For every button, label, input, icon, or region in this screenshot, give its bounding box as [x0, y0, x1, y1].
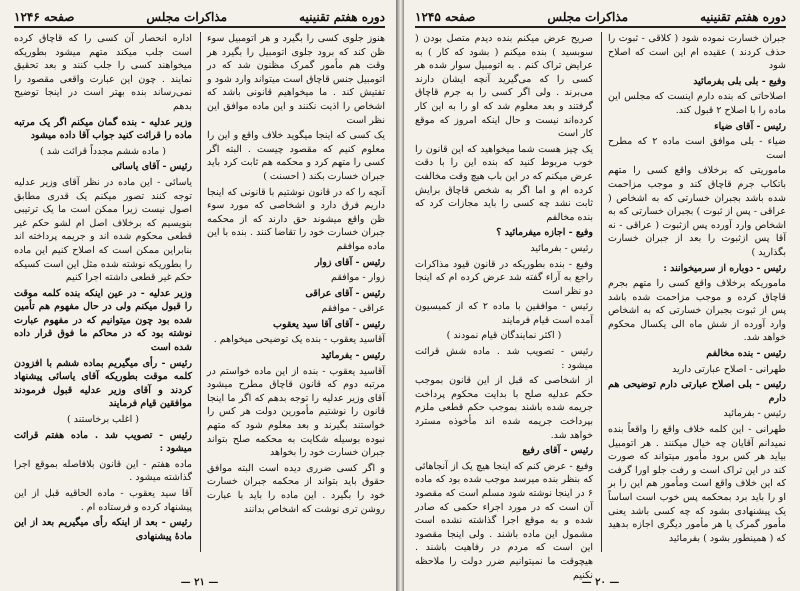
speaker-line: رئیس - آقای یاسائی — [111, 161, 192, 173]
body-paragraph: رئیس - بفرمائید — [530, 242, 593, 254]
columns — [415, 32, 786, 581]
speaker-line: رئیس - آقای رفیع — [522, 445, 593, 457]
column-left — [14, 32, 192, 552]
body-paragraph: طهرانی - اصلاح عبارتی دارید — [672, 363, 786, 375]
body-paragraph: یاسائی - این ماده در نظر آقای وزیر عدلیه توجه کنند تصور میکنم یک قدری مطابق اصول نیست زیرا ممکن است ما یک ترتیبی بنویسیم که برخلاف اصل ام لشو حکم غیر قطعی محکوم شده اند و جریمه پرداخته اند بنابراین ممکن است که اصلاح کنیم این ماده را بطوریکه نوشته شده مثل این است کسیکه حکم غیر قطعی داشته اجرا کنیم — [14, 176, 192, 284]
speaker-line: رئیس - آقای آقا سید یعقوب — [273, 318, 385, 330]
page-number: — ۲۱ — — [180, 577, 219, 588]
speaker-line: رئیس - آقای عراقی — [305, 287, 385, 299]
body-paragraph: عراقی - موافقم — [321, 303, 385, 315]
body-paragraph: از اشخاصی که قبل از این قانون بموجب حکم عدلیه صلح با بدایت محکوم پرداخت جریمه شده باشند بموجب حکم قطعی ملزم بپرداخت جریمه شده اند مأخوذه مسترد خواهد شد. — [415, 375, 593, 441]
speaker-line: رئیس - بلی اصلاح عبارتی دارم توضیحی هم دارم — [608, 379, 786, 404]
procedural-note: ( اغلب برخاستند ) — [67, 414, 139, 426]
speaker-line: وفیع - بلی بلی بفرمائید — [693, 75, 786, 87]
body-paragraph: آقاسید یعقوب - بنده از این ماده خواستم در مرتبه دوم که قانون قاچاق مطرح میشود آقای وزیر عدلیه را توجه بدهم که اگر ما اینجا قانون را نوشتیم مأمورین دولت هر کس را خواستند بگیرند و بعد معلوم شود که متهم نبوده بوسیله شکایت به محکمه صلح بتواند جبران خسارت خود را بخواهد — [207, 365, 385, 459]
body-paragraph: آقاسید یعقوب - بنده یک توضیحی میخواهم . — [213, 334, 385, 346]
header-title: مذاکرات مجلس — [146, 10, 228, 24]
speaker-line: رئیس - دوباره از سرمیخوانند : — [663, 262, 786, 274]
body-paragraph: یک چیز هست شما میخواهید که این قانون را خوب مربوط کنید که بنده این را با دقت عرض میکنم که در این باب هیچ وقت مخالفت کرده ام و اما اگر به شخص قاچاق برایش ثابت نشد چه کسی را باید مجازات کرد که بنده مخالفم — [415, 143, 593, 223]
session-label: دوره هفتم تقنینیه — [700, 10, 786, 24]
page-header — [14, 10, 385, 28]
body-paragraph: آقا سید یعقوب - ماده الحاقیه قبل از این پیشنهاد کرده و فرستاده ام . — [14, 488, 192, 513]
body-paragraph: زوار - موافقم — [331, 272, 385, 284]
procedural-note: ( اکثر نمایندگان قیام نمودند ) — [446, 330, 562, 342]
speaker-line: وفیع - اجازه میفرمائید ؟ — [496, 227, 593, 239]
body-paragraph: رئیس - بفرمائید — [723, 408, 786, 420]
body-paragraph: و اگر کسی ضرری دیده است البته موافق حقوق باید بتواند از محکمه جبران خسارت خود را بگیرد . این ماده را باید با عبارت روشن تری نوشت که اشخاص بدانند — [207, 462, 385, 515]
body-paragraph: صریح عرض میکنم بنده دیدم متصل بودن ( سوبسید ) بنده میکنم ( بشود که کار ) به عرایض تراک کنم . به اتومبیل سوار شده هر کسی را که می‌گیرید آنچه ایشان دارند می‌برند . ولی اگر کسی را به جرم قاچاق گرفتند و بعد معلوم شد که او را به این کار کرده‌اند نیست و حال اینکه امروز که موقع کار است — [415, 33, 593, 140]
book-gutter — [396, 0, 404, 591]
speaker-line: رئیس - بفرمائید — [321, 350, 385, 362]
page-label: صفحه ۱۲۴۵ — [415, 10, 476, 24]
body-paragraph: جبران خسارت نموده شود ( کلاقی - ثبوت را حذف کردند ) عقیده ام این است که اصلاح شود — [608, 33, 786, 72]
session-label: دوره هفتم تقنینیه — [299, 10, 385, 24]
body-paragraph: اداره انحصار آن کسی را که قاچاق کرده است جلب میکند متهم میشود بطوریکه میخواهند کسی را جلب کنند و بعد تحقیق نمایند . چون این عبارت واقعی مقصود را نمی‌رساند بنده بهتر است در اینجا توضیح بدهم — [14, 33, 192, 112]
page-number: — ۲۰ — — [581, 577, 620, 588]
body-paragraph: یک کسی که اینجا میگوید خلاف واقع و این را معلوم کنیم که مقصود چیست . البته اگر کسی را متهم کرد و محکمه هم ثابت کرد باید جبران خسارت بکند ( احسنت ) — [207, 130, 385, 182]
page-header — [415, 10, 786, 28]
column-right — [601, 32, 786, 552]
body-paragraph: رئیس - تصویب شد . ماده شش قرائت میشود : — [415, 346, 593, 371]
body-paragraph: ضیاء - بلی موافق است ماده ۲ که مطرح است — [608, 136, 786, 161]
speaker-line: رئیس - بنده مخالفم — [706, 348, 786, 360]
speaker-line: رئیس - بعد از اینکه رأی میگیریم بعد از این مادهٔ پیشنهادی — [14, 517, 192, 542]
columns — [14, 32, 385, 552]
column-right — [200, 32, 385, 552]
speaker-line: رئیس - آقای زوار — [315, 256, 385, 268]
procedural-note: ( ماده ششم مجدداً قرائت شد ) — [40, 145, 166, 157]
page-right — [400, 0, 800, 591]
body-paragraph: آنچه را که در قانون نوشتیم با قانونی که اینجا داریم فرق دارد و اشخاصی که مورد سوء ظن واقع میشوند حق دارند که از محکمه جبران خسارت خود را تقاضا کنند . بنده با این ماده موافقم — [207, 186, 385, 252]
page-label: صفحه ۱۲۴۶ — [14, 10, 75, 24]
body-paragraph: طهرانی - این کلمه خلاف واقع را واقعاً بنده نمیدانم آقایان چه خیال میکنند . هر اتومبیل بیاید هر کس برود مأمور میتواند که صورت کند در این تراک است و رفت جلو اورا گرفت که این خلاف واقع است ومأمور هم این را بر او را باید برد بمحکمه پس خوب است اساساً یک پیشنهادی بشود که چه کسی باشد یعنی مأمور گمرک یا هر مأمور دیگری اجازه بدهید که ( همینطور بشود ) بفرمائید — [608, 424, 786, 544]
column-left — [415, 32, 593, 581]
body-paragraph: ماده هفتم - این قانون بلافاصله بموقع اجرا گذاشته میشود . — [14, 458, 192, 484]
body-paragraph: اصلاحاتی که بنده دارم اینست که مجلس این ماده را با اصلاح ۲ قبول کند. — [608, 91, 786, 116]
body-paragraph: ماموریتی که برخلاف واقع کسی را متهم باتکاب جرم قاچاق کند و موجب مزاحمت شده باشد بجبران خسارتی که به اشخاص ( عراقی - پس از ثبوت ) بجبران خسارتی که به اشخاص وارد آورده پس ازثبوت ( عراقی - نه آقا پس ازثبوت را بعد از جبران خسارت بگذارید ) — [608, 165, 786, 258]
body-paragraph: ماموریکه برخلاف واقع کسی را متهم بجرم قاچاق کرده و موجب مزاحمت شده باشد پس از ثبوت بجبران خسارتی که به اشخاص وارد آورده از شش ماه الی یکسال محکوم خواهد شد. — [608, 278, 786, 344]
body-paragraph: وفیع - عرض کنم که اینجا هیچ یک از آنجاهائی که بنظر بنده میرسد موجب شده بود که ماده ۶ در اینجا نوشته شود مسلم است که مقصود آن است که در مورد اجراء حکمی که صادر شده و به موقع اجرا گذاشته نشده است مشمول این ماده باشند . ولی اینجا مقصود این است که مردم در رفاهیت باشند . هیچوقت ما نمیتوانیم ضرر دولت را ملاحظه نکنیم — [415, 460, 593, 581]
body-paragraph: رئیس - موافقین با ماده ۲ که از کمیسیون آمده است قیام فرمایند — [415, 301, 593, 326]
body-paragraph: هنوز جلوی کسی را بگیرد و هر اتومبیل سوء ظن کند که برود جلوی اتومبیل را بگیرد هر وقت هم مأمور گمرک مظنون شد که در اتومبیل جنس قاچاق است میتواند وارد شود و تفتیش کند . ما میخواهیم قانونی باشد که اشخاص را اذیت نکنند و این ماده موافق این نظر است — [207, 33, 385, 126]
body-paragraph: وفیع - بنده بطوریکه در قانون قیود مذاکرات راجع به آراء گفته شد عرض کرده ام که اینجا دو نظر است — [415, 258, 593, 297]
speaker-line: رئیس - تصویب شد . ماده هفتم قرائت میشود : — [14, 429, 192, 455]
speaker-line: رئیس - آقای ضیاء — [714, 120, 786, 132]
speaker-line: وزیر عدلیه - در عین اینکه بنده کلمه موقت را قبول میکنم ولی در حال مفهوم هم تأمین شده بود چون میتوانیم که در مفهوم عبارت نوشته بود که در محاکم ما فوق قرار داده شده است — [14, 287, 192, 354]
header-title: مذاکرات مجلس — [547, 10, 629, 24]
speaker-line: وزیر عدلیه - بنده گمان میکنم اگر یک مرتبه ماده را قرائت کنید جواب آقا داده میشود — [14, 116, 192, 142]
page-number-value: ۲۰ — [595, 577, 606, 588]
speaker-line: رئیس - رأی میگیریم بماده ششم با افزودن کلمه موقت بطوریکه آقای یاسائی پیشنهاد کردند و آقای وزیر عدلیه قبول فرمودند موافقین قیام فرمایند — [14, 357, 192, 410]
page-number-value: ۲۱ — [194, 577, 205, 588]
